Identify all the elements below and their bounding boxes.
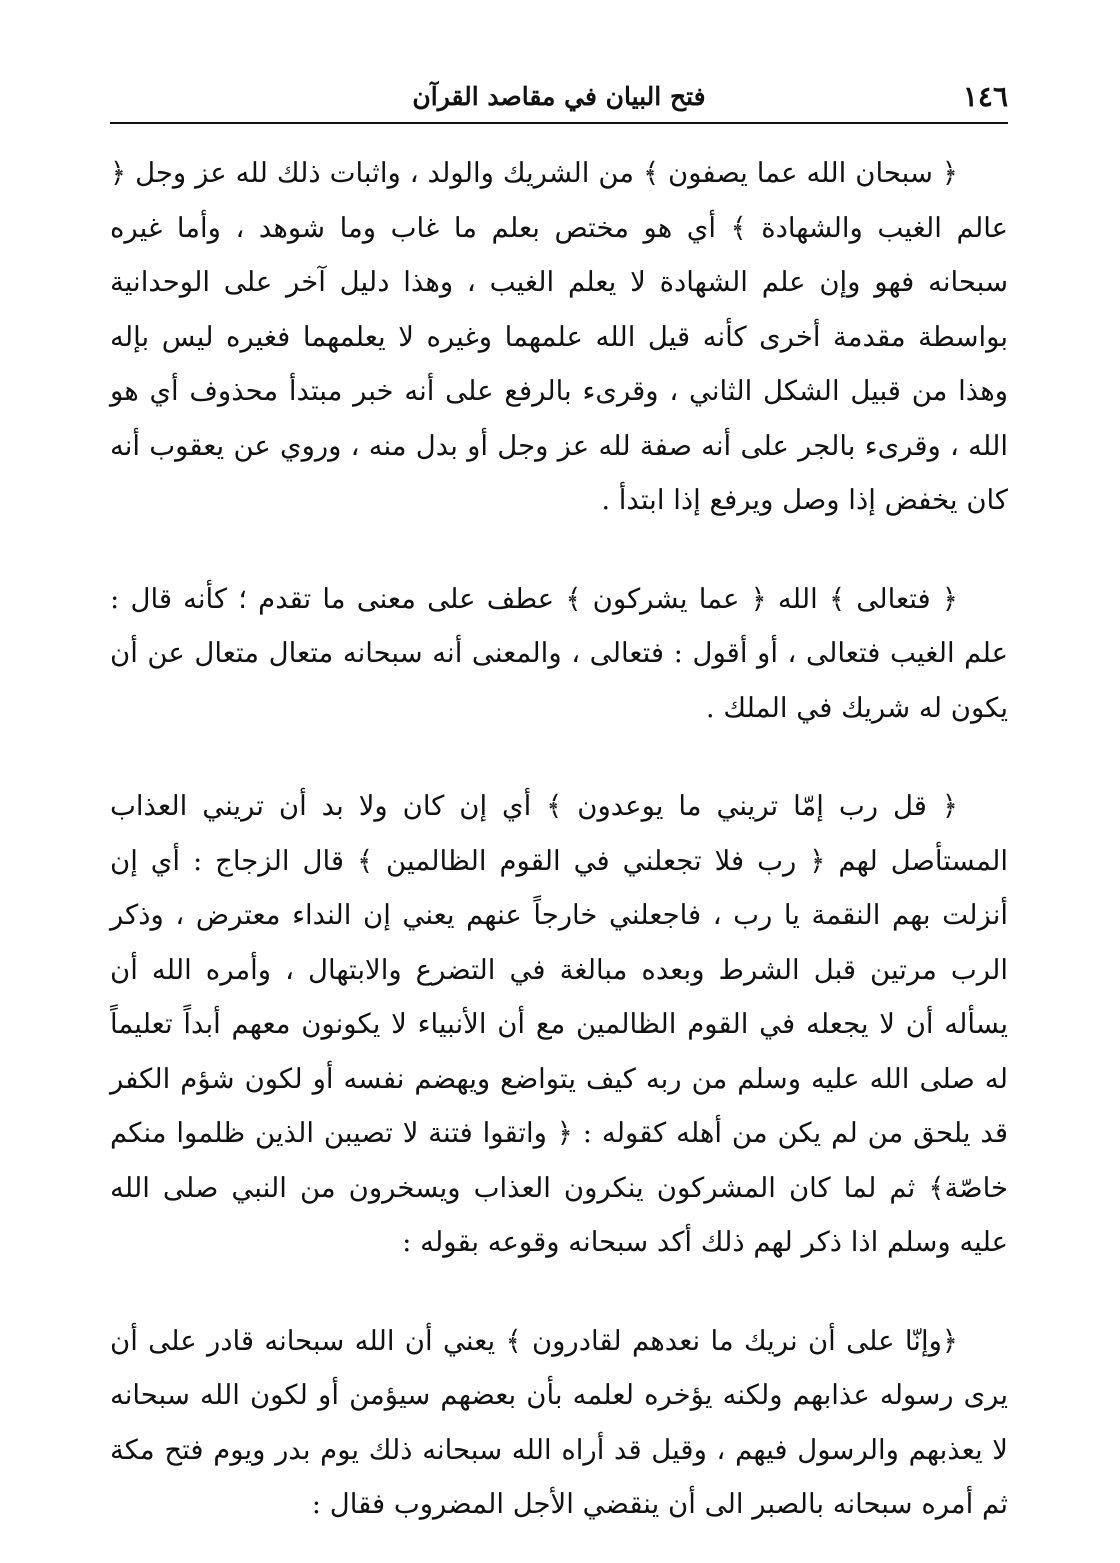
paragraph: ﴿ قل رب إمّا تريني ما يوعدون ﴾ أي إن كان ولا بد أن تريني العذاب المستأصل لهم ﴿ رب فلا تجعلني في القوم الظالمين ﴾ قال الزجاج : أي إن أنزلت بهم النقمة يا رب ، فاجعلني خارجاً عنهم يعني إن النداء معترض ، وذكر الرب مرتين قبل الشرط وبعده مبالغة في التضرع والابتهال ، وأمره الله أن يسأله أن لا يجعله في القوم الظالمين مع أن الأنبياء لا يكونون معهم أبداً تعليماً له صلى الله عليه وسلم من ربه كيف يتواضع ويهضم نفسه أو لكون شؤم الكفر قد يلحق من لم يكن من أهله كقوله : ﴿ واتقوا فتنة لا تصيبن الذين ظلموا منكم خاصّة﴾ ثم لما كان المشركون ينكرون العذاب ويسخرون من النبي صلى الله عليه وسلم اذا ذكر لهم ذلك أكد سبحانه وقوعه بقوله : [110, 790, 1008, 1258]
paragraph: ﴿وإنّا على أن نريك ما نعدهم لقادرون ﴾ يعني أن الله سبحانه قادر على أن يرى رسوله عذابهم ولكنه يؤخره لعلمه بأن بعضهم سيؤمن أو لكون الله سبحانه لا يعذبهم والرسول فيهم ، وقيل قد أراه الله سبحانه ذلك يوم بدر ويوم فتح مكة ثم أمره سبحانه بالصبر الى أن ينقضي الأجل المضروب فقال : [110, 1324, 1008, 1520]
page-number: ١٤٦ [962, 80, 1008, 113]
page-header [110, 76, 1008, 124]
body-text [110, 146, 1008, 1532]
book-page [110, 76, 1008, 1520]
running-title: فتح البيان في مقاصد القرآن [412, 82, 706, 111]
paragraph: ﴿ فتعالى ﴾ الله ﴿ عما يشركون ﴾ عطف على معنى ما تقدم ؛ كأنه قال : علم الغيب فتعالى ، أو أقول : فتعالى ، والمعنى أنه سبحانه متعال متعال عن أن يكون له شريك في الملك . [110, 582, 1008, 724]
paragraph: ﴿ سبحان الله عما يصفون ﴾ من الشريك والولد ، واثبات ذلك لله عز وجل ﴿ عالم الغيب والشهادة ﴾ أي هو مختص بعلم ما غاب وما شوهد ، وأما غيره سبحانه فهو وإن علم الشهادة لا يعلم الغيب ، وهذا دليل آخر على الوحدانية بواسطة مقدمة أخرى كأنه قيل الله علمهما وغيره لا يعلمهما فغيره ليس بإله وهذا من قبيل الشكل الثاني ، وقرىء بالرفع على أنه خبر مبتدأ محذوف أي هو الله ، وقرىء بالجر على أنه صفة لله عز وجل أو بدل منه ، وروي عن يعقوب أنه كان يخفض إذا وصل ويرفع إذا ابتدأ . [110, 157, 1008, 516]
